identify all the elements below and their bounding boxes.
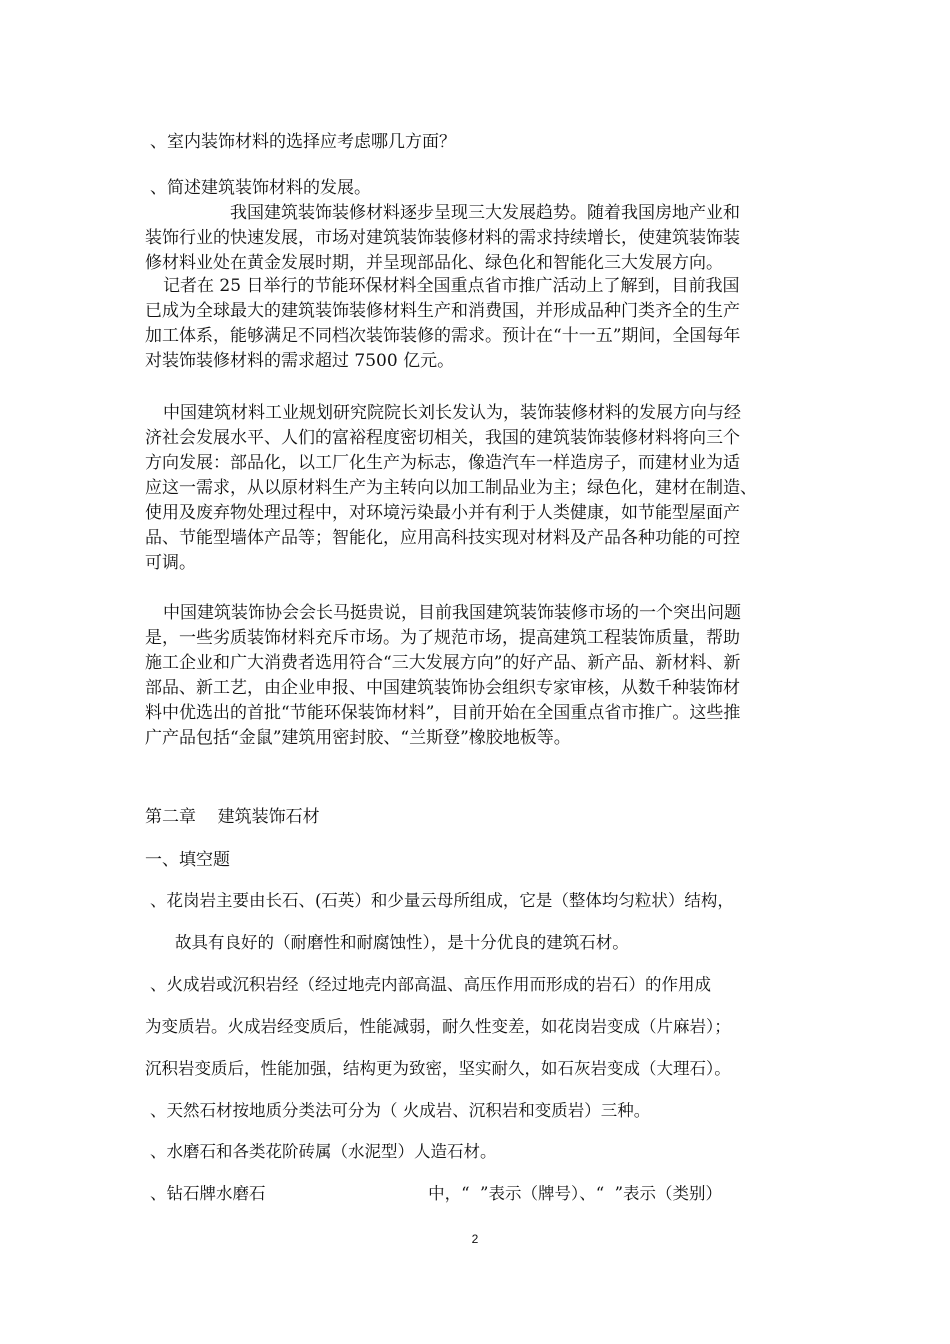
paragraph-line: 修材料业处在黄金发展时期，并呈现部品化、绿色化和智能化三大发展方向。 xyxy=(145,253,723,273)
paragraph-line: 施工企业和广大消费者选用符合“三大发展方向”的好产品、新产品、新材料、新 xyxy=(145,653,741,673)
paragraph-line: 装饰行业的快速发展，市场对建筑装饰装修材料的需求持续增长，使建筑装饰装 xyxy=(145,228,740,248)
question-line: 故具有良好的（耐磨性和耐腐蚀性），是十分优良的建筑石材。 xyxy=(175,933,629,952)
paragraph-line: 中国建筑装饰协会会长马挺贵说，目前我国建筑装饰装修市场的一个突出问题 xyxy=(163,603,741,623)
question-line: 沉积岩变质后，性能加强，结构更为致密，坚实耐久，如石灰岩变成（大理石）。 xyxy=(145,1059,731,1078)
paragraph-line: 已成为全球最大的建筑装饰装修材料生产和消费国，并形成品种门类齐全的生产 xyxy=(145,301,740,321)
paragraph-line: 记者在 25 日举行的节能环保材料全国重点省市推广活动上了解到，目前我国 xyxy=(163,276,740,296)
paragraph-line: 我国建筑装饰装修材料逐步呈现三大发展趋势。随着我国房地产业和 xyxy=(230,203,740,223)
paragraph-line: 对装饰装修材料的需求超过 7500 亿元。 xyxy=(145,351,455,371)
paragraph-line: 使用及废弃物处理过程中，对环境污染最小并有利于人类健康，如节能型屋面产 xyxy=(145,503,740,523)
paragraph-line: 济社会发展水平、人们的富裕程度密切相关，我国的建筑装饰装修材料将向三个 xyxy=(145,428,740,448)
question-line: 、火成岩或沉积岩经（经过地壳内部高温、高压作用而形成的岩石）的作用成 xyxy=(150,975,711,994)
section-heading: 一、填空题 xyxy=(145,850,230,870)
chapter-heading: 第二章 建筑装饰石材 xyxy=(145,807,320,827)
paragraph-line: 应这一需求，从以原材料生产为主转向以加工制品业为主；绿色化，建材在制造、 xyxy=(145,478,757,498)
question-line: 为变质岩。火成岩经变质后，性能减弱，耐久性变差，如花岗岩变成（片麻岩）； xyxy=(145,1017,731,1036)
paragraph-line: 方向发展：部品化，以工厂化生产为标志，像造汽车一样造房子，而建材业为适 xyxy=(145,453,740,473)
paragraph-line: 加工体系，能够满足不同档次装饰装修的需求。预计在“十一五”期间，全国每年 xyxy=(145,326,741,346)
question-line: 、天然石材按地质分类法可分为（ 火成岩、沉积岩和变质岩）三种。 xyxy=(150,1101,651,1120)
question-line: 、钻石牌水磨石 中，“ ”表示（牌号）、“ ”表示（类别） xyxy=(150,1184,723,1203)
paragraph-line: 料中优选出的首批“节能环保装饰材料”，目前开始在全国重点省市推广。这些推 xyxy=(145,703,741,723)
page-number: 2 xyxy=(471,1232,479,1246)
question-line: 、花岗岩主要由长石、(石英）和少量云母所组成，它是（整体均匀粒状）结构， xyxy=(150,891,734,910)
paragraph-line: 可调。 xyxy=(145,553,196,573)
question-line: 、室内装饰材料的选择应考虑哪几方面？ xyxy=(150,132,456,152)
question-line: 、水磨石和各类花阶砖属（水泥型）人造石材。 xyxy=(150,1142,497,1161)
paragraph-line: 部品、新工艺，由企业申报、中国建筑装饰协会组织专家审核，从数千种装饰材 xyxy=(145,678,740,698)
paragraph-line: 中国建筑材料工业规划研究院院长刘长发认为，装饰装修材料的发展方向与经 xyxy=(163,403,741,423)
question-line: 、简述建筑装饰材料的发展。 xyxy=(150,178,371,198)
paragraph-line: 广产品包括“金鼠”建筑用密封胶、“兰斯登”橡胶地板等。 xyxy=(145,728,571,748)
paragraph-line: 是，一些劣质装饰材料充斥市场。为了规范市场，提高建筑工程装饰质量，帮助 xyxy=(145,628,740,648)
paragraph-line: 品、节能型墙体产品等；智能化，应用高科技实现对材料及产品各种功能的可控 xyxy=(145,528,740,548)
